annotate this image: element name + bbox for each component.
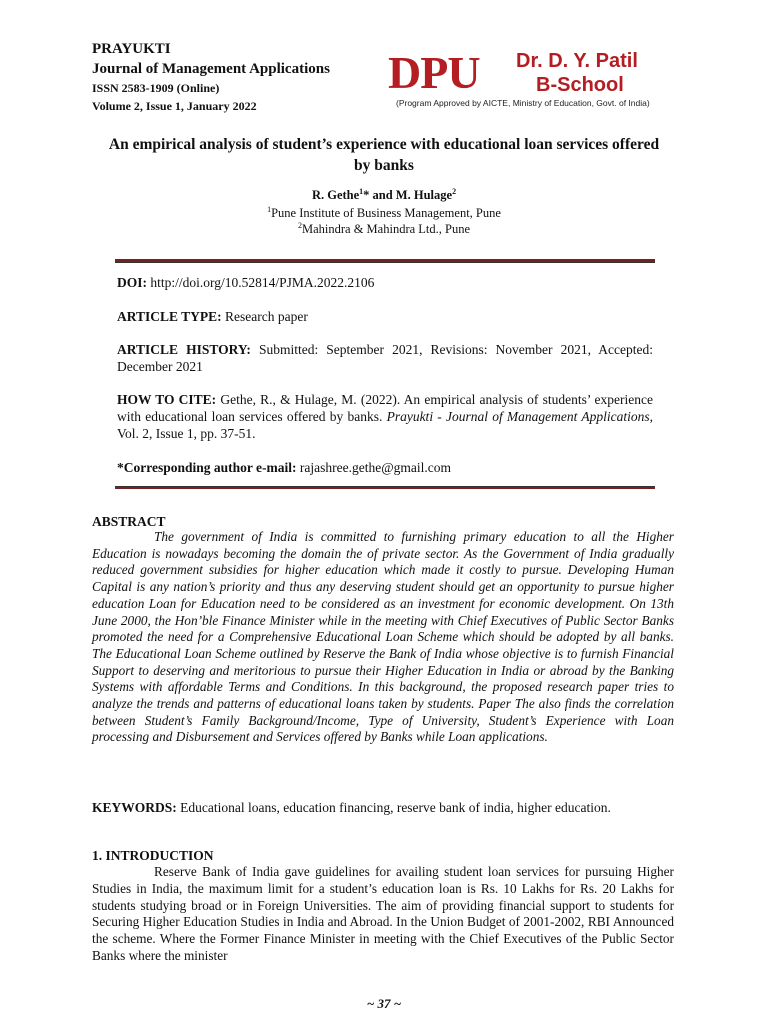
affiliation-1-sup: 1 bbox=[267, 205, 272, 214]
doi-link[interactable]: http://doi.org/10.52814/PJMA.2022.2106 bbox=[150, 275, 375, 290]
article-type-label: ARTICLE TYPE: bbox=[117, 309, 222, 324]
author-2: * and M. Hulage bbox=[363, 188, 453, 202]
article-history-line bbox=[117, 342, 653, 376]
keywords bbox=[92, 799, 674, 816]
doi-label: DOI: bbox=[117, 275, 147, 290]
doi-line bbox=[117, 275, 653, 292]
institution-logo bbox=[388, 47, 684, 112]
logo-approval: (Program Approved by AICTE, Ministry of Education, Govt. of India) bbox=[396, 98, 650, 108]
cite-journal: Prayukti - Journal of Management Applications bbox=[386, 408, 650, 424]
top-divider bbox=[115, 259, 655, 263]
affiliation-1-text: Pune Institute of Business Management, Pune bbox=[271, 206, 501, 220]
journal-volume: Volume 2, Issue 1, January 2022 bbox=[92, 98, 257, 113]
article-history-value: Submitted: September 2021, Revisions: November 2021, Accepted: December 2021 bbox=[117, 342, 653, 374]
journal-issn: ISSN 2583-1909 (Online) bbox=[92, 81, 220, 95]
cite-volume: , Vol. 2, Issue 1, pp. 37-51. bbox=[117, 408, 653, 441]
affiliation-2 bbox=[0, 222, 768, 237]
corr-email-link[interactable]: rajashree.gethe@gmail.com bbox=[299, 460, 452, 475]
cite-label: HOW TO CITE: bbox=[117, 392, 217, 407]
logo-name-line2: B-School bbox=[536, 74, 624, 96]
author-2-sup: 2 bbox=[452, 187, 457, 196]
logo-name-line1: Dr. D. Y. Patil bbox=[516, 50, 638, 72]
logo-mark: DPU bbox=[388, 47, 480, 98]
affiliation-2-sup: 2 bbox=[297, 221, 302, 230]
corr-label: *Corresponding author e-mail: bbox=[117, 460, 297, 475]
keywords-text: Educational loans, education financing, reserve bank of india, higher education. bbox=[180, 800, 611, 815]
affiliation-2-text: Mahindra & Mahindra Ltd., Pune bbox=[301, 222, 471, 236]
bottom-divider bbox=[115, 486, 655, 489]
article-type-line bbox=[117, 309, 653, 326]
corresponding-author bbox=[117, 460, 653, 477]
introduction-text: Reserve Bank of India gave guidelines for availing student loan services for pursuing Higher Studies in India, the maximum limit for a student’s education loan is Rs. 10 Lakhs for Rs. 20 Lakhs for students studying broad or in Foreign Universities. The aim of providing financial support to students for Securing Higher Education Studies in India and Abroad. In the Union Budget of 2001-2002, RBI Announced the scheme. Where the Former Finance Minister in meeting with the Chief Executives of the Public Sector Banks where the minister bbox=[92, 864, 674, 963]
article-history-label: ARTICLE HISTORY: bbox=[117, 342, 251, 357]
abstract-text: The government of India is committed to furnishing primary education to all the Higher Education is nowadays becoming the domain the of private sector. As the Government of India gradually reduced government subsidies for higher education which made it costly to pursue. Developing Human Capital is any nation’s priority and thus any deserving student should get an opportunity to pursue higher education Loan for Education need to be considered as an investment for economic development. On 13th June 2000, the Hon’ble Finance Minister while in the meeting with Chief Executives of Public Sector Banks promoted the need for a Comprehensive Educational Loan Scheme which should be adopted by all banks. The Educational Loan Scheme outlined by Reserve the Bank of India whose objective is to furnish Financial Support to deserving and meritorious to pursue their Higher Education in India or abroad by the Banking Systems with affordable Terms and Conditions. In this background, the proposed research paper tries to analyze the trends and patterns of educational loans taken by students. Paper The also finds the correlation between Student’s Family Background/Income, Type of University, Student’s Experience with Loan processing and Disbursement and Services offered by Banks while Loan applications. bbox=[92, 529, 674, 745]
affiliation-1 bbox=[0, 206, 768, 221]
article-type-value: Research paper bbox=[225, 309, 308, 324]
keywords-label: KEYWORDS: bbox=[92, 800, 177, 815]
cite-text: Gethe, R., & Hulage, M. (2022). An empirical analysis of students’ experience with educational loan services offered by banks. bbox=[117, 392, 653, 424]
page-number: ~ 37 ~ bbox=[366, 996, 402, 1011]
abstract-heading: ABSTRACT bbox=[92, 514, 166, 529]
author-1: R. Gethe bbox=[311, 188, 360, 202]
article-authors bbox=[0, 188, 768, 203]
section-heading: 1. INTRODUCTION bbox=[92, 848, 214, 863]
article-title: An empirical analysis of student’s experience with educational loan services offered by banks bbox=[108, 136, 660, 174]
journal-name: PRAYUKTI bbox=[92, 41, 171, 57]
how-to-cite bbox=[117, 392, 653, 443]
journal-subtitle: Journal of Management Applications bbox=[92, 60, 330, 77]
author-1-sup: 1 bbox=[359, 187, 364, 196]
journal-header bbox=[92, 40, 330, 114]
